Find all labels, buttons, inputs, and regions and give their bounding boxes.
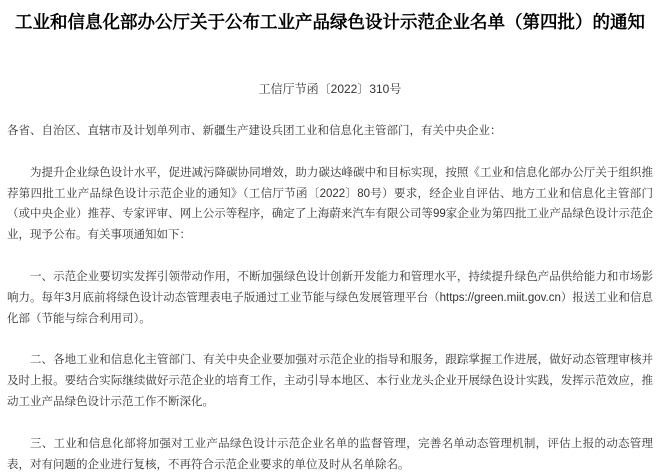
paragraph-item-3: 三、工业和信息化部将加强对工业产品绿色设计示范企业名单的监督管理，完善名单动态管理机制，评估上报的动态管理表，对有问题的企业进行复核，不再符合示范企业要求的单位及时从名单除名。	[7, 437, 653, 471]
paragraph-item-1: 一、示范企业要切实发挥引领带动作用，不断加强绿色设计创新开发能力和管理水平，持续提升绿色产品供给能力和市场影响力。每年3月底前将绿色设计动态管理表电子版通过工业节能与绿色发展管理平台（https://green.miit.gov.cn）报送工业和信息化部（节能与综合利用司）。	[7, 270, 653, 325]
document-number: 工信厅节函〔2022〕310号	[258, 82, 402, 96]
paragraph-intro: 为提升企业绿色设计水平，促进减污降碳协同增效，助力碳达峰碳中和目标实现，按照《工业和信息化部办公厅关于组织推荐第四批工业产品绿色设计示范企业的通知》（工信厅节函〔2022〕80号）要求，经企业自评估、地方工业和信息化主管部门（或中央企业）推荐、专家评审、网上公示等程序，确定了上海蔚来汽车有限公司等99家企业为第四批工业产品绿色设计示范企业，现予公布。有关事项通知如下：	[7, 166, 653, 242]
salutation-line: 各省、自治区、直辖市及计划单列市、新疆生产建设兵团工业和信息化主管部门，有关中央企业：	[7, 125, 502, 137]
paragraph-item-2: 二、各地工业和信息化主管部门、有关中央企业要加强对示范企业的指导和服务，跟踪掌握工作进展，做好动态管理审核并及时上报。要结合实际继续做好示范企业的培育工作，主动引导本地区、本行业龙头企业开展绿色设计实践，发挥示范效应，推动工业产品绿色设计示范工作不断深化。	[7, 354, 653, 408]
document-title: 工业和信息化部办公厅关于公布工业产品绿色设计示范企业名单（第四批）的通知	[15, 12, 645, 32]
